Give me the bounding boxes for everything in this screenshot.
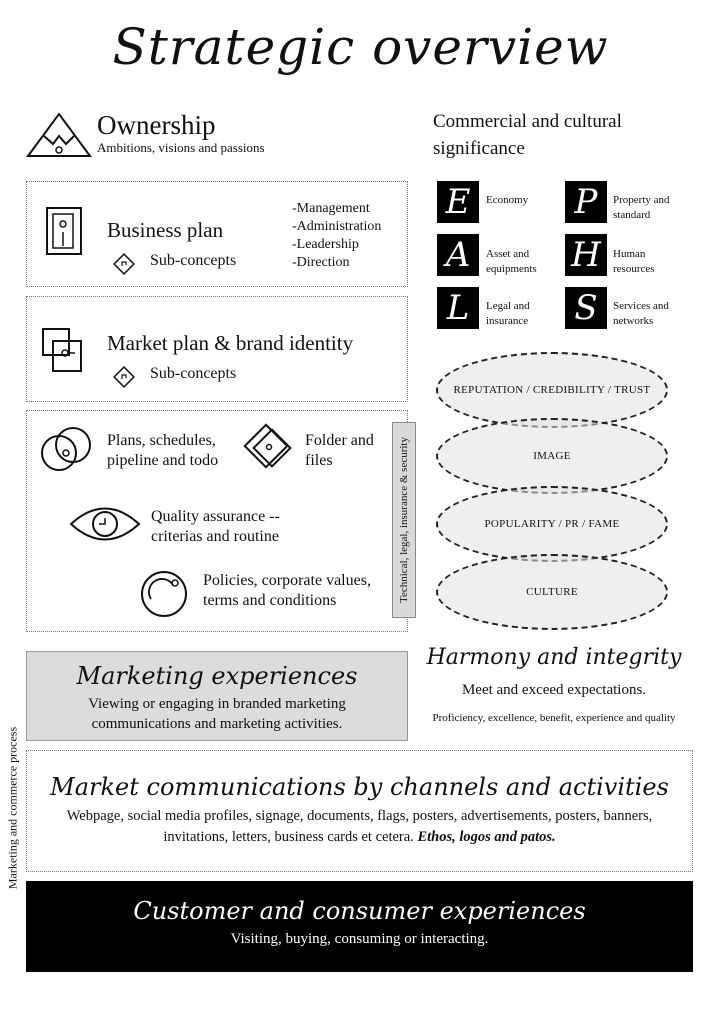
customer-line: Visiting, buying, consuming or interacting. <box>230 931 489 947</box>
tile-asset-icon: A <box>437 234 479 276</box>
tile-economy-label: Economy <box>486 194 529 206</box>
venn-icon <box>39 423 95 473</box>
business-plan-heading: Business plan <box>107 218 224 242</box>
layers-icon <box>41 327 85 377</box>
harmony-small: Proficiency, excellence, benefit, experience and quality <box>432 712 676 724</box>
ellipse-popularity: POPULARITY / PR / FAME <box>436 486 668 562</box>
commercial-heading-line2: significance <box>433 138 525 159</box>
harmony-line: Meet and exceed expectations. <box>461 682 647 698</box>
marketing-box <box>26 651 408 741</box>
quality-label: Quality assurance -- criterias and routine <box>151 508 280 545</box>
mountain-icon <box>26 110 92 160</box>
commercial-heading-line1: Commercial and cultural <box>433 111 622 132</box>
market-plan-sub: Sub-concepts <box>150 365 237 382</box>
technical-tab-label: Technical, legal, insurance & security <box>398 437 410 603</box>
ellipse-culture: CULTURE <box>436 554 668 630</box>
eye-icon <box>69 503 141 545</box>
business-plan-box <box>26 181 408 287</box>
market-plan-heading: Market plan & brand identity <box>107 331 354 355</box>
tile-legal-icon: L <box>437 287 479 329</box>
ellipse-image: IMAGE <box>436 418 668 494</box>
business-plan-list <box>292 200 381 272</box>
market-plan-box <box>26 296 408 402</box>
tile-property-icon: P <box>565 181 607 223</box>
marketing-text: Viewing or engaging in branded marketing communications and marketing activities. <box>88 696 346 732</box>
customer-box <box>26 881 693 972</box>
marketing-heading: Marketing experiences <box>76 662 358 690</box>
technical-tab <box>392 422 416 618</box>
tile-services-icon: S <box>565 287 607 329</box>
harmony-heading: Harmony and integrity <box>426 645 682 670</box>
tile-human-label: Human resources <box>613 248 655 275</box>
diamond-icon <box>112 365 136 389</box>
list-item: -Leadership <box>292 237 359 252</box>
diamond-icon <box>112 252 136 276</box>
tile-economy-icon: E <box>437 181 479 223</box>
tile-property-label: Property and standard <box>613 194 670 221</box>
ellipse-reputation: REPUTATION / CREDIBILITY / TRUST <box>436 352 668 428</box>
page-title: Strategic overview <box>112 18 609 76</box>
tools-box <box>26 410 408 632</box>
business-plan-sub: Sub-concepts <box>150 252 237 269</box>
policies-label: Policies, corporate values, terms and conditions <box>203 572 371 609</box>
ownership-subtitle: Ambitions, visions and passions <box>97 140 265 155</box>
tile-asset-label: Asset and equipments <box>486 248 537 275</box>
customer-heading: Customer and consumer experiences <box>133 897 586 925</box>
channels-box <box>26 750 693 872</box>
tile-human-icon: H <box>565 234 607 276</box>
tile-legal-label: Legal and insurance <box>486 300 530 327</box>
plans-label: Plans, schedules, pipeline and todo <box>107 432 219 469</box>
tile-services-label: Services and networks <box>613 300 669 327</box>
list-item: -Administration <box>292 219 382 234</box>
channels-text: Webpage, social media profiles, signage, documents, flags, posters, advertisements, posters, banners, invitations, letters, business cards et cetera. Ethos, logos and patos. <box>66 808 653 845</box>
ring-icon <box>139 569 189 619</box>
document-icon <box>45 206 85 258</box>
folder-diamond-icon <box>241 421 297 477</box>
list-item: -Management <box>292 201 370 216</box>
list-item: -Direction <box>292 255 350 270</box>
channels-heading: Market communications by channels and activities <box>50 773 669 801</box>
folder-label: Folder and files <box>305 432 374 469</box>
commercial-heading <box>433 108 622 162</box>
side-label: Marketing and commerce process <box>5 726 20 890</box>
ownership-heading: Ownership <box>97 110 216 140</box>
